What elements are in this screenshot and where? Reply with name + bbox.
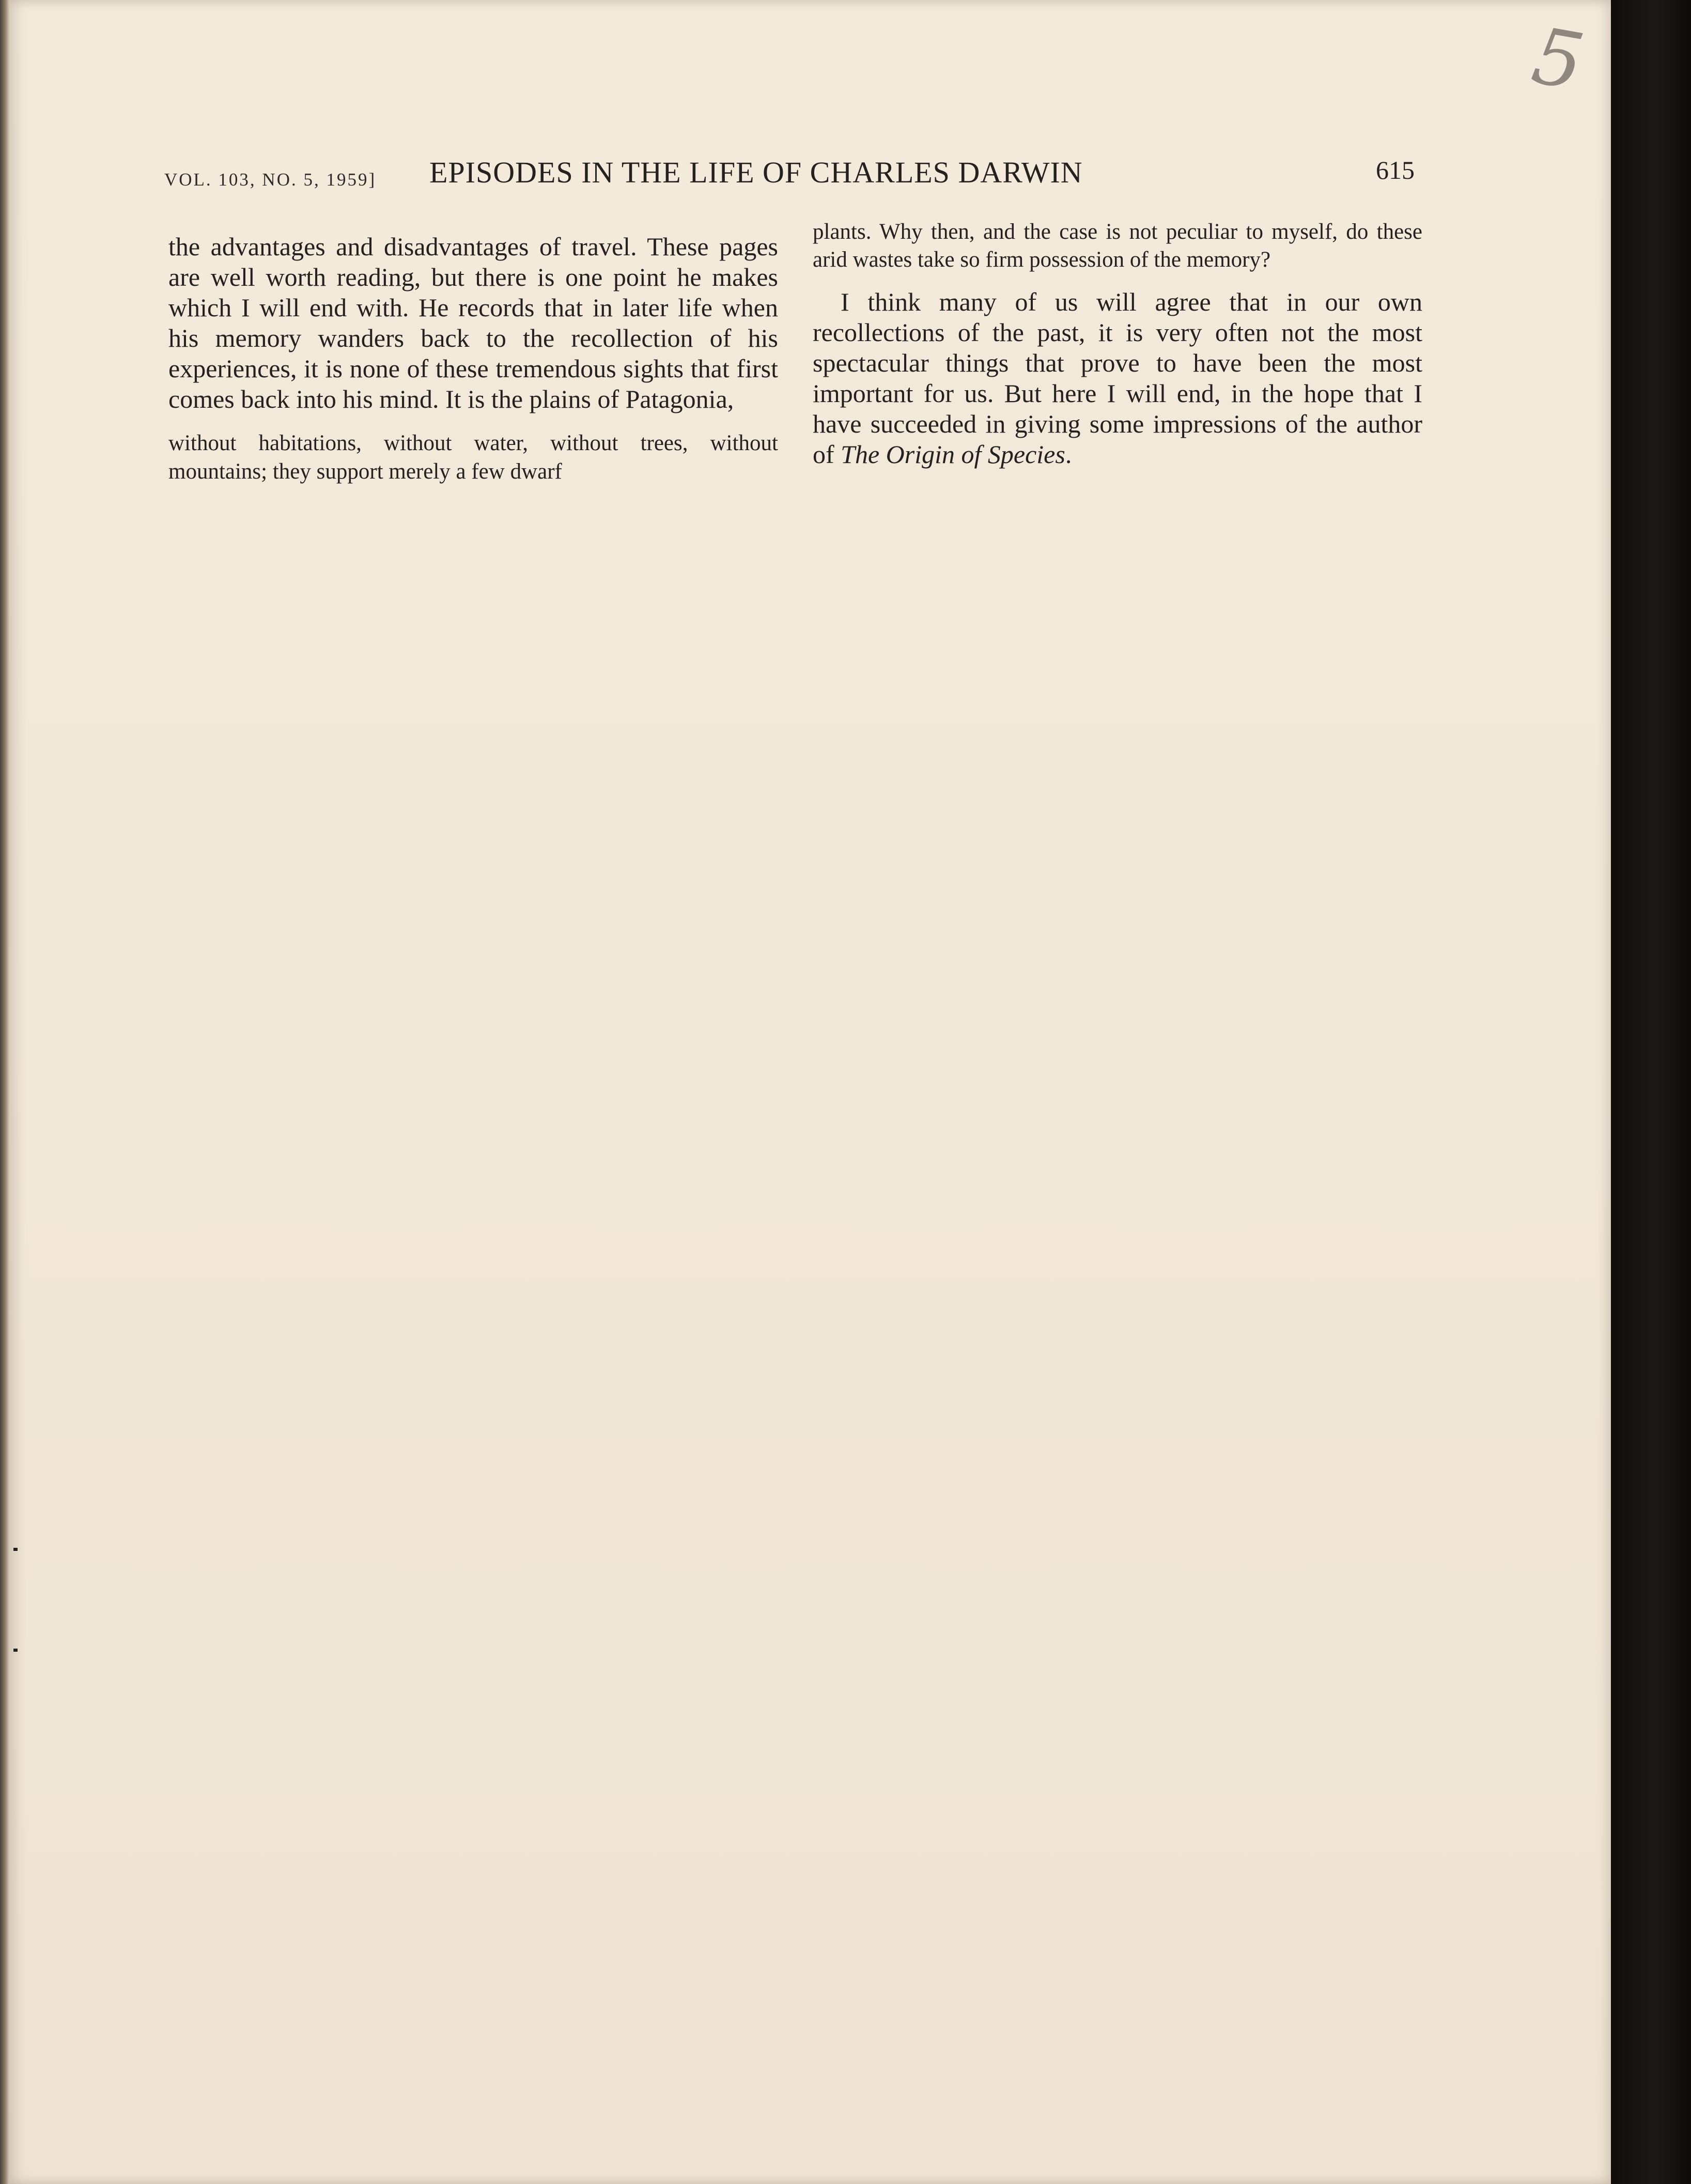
book-title: The Origin of Species (841, 440, 1065, 469)
paper-page (9, 0, 1612, 2184)
running-title: EPISODES IN THE LIFE OF CHARLES DARWIN (429, 156, 1083, 189)
left-text-column (168, 232, 778, 486)
closing-paragraph (813, 287, 1422, 470)
darwin-quote-continuation: plants. Why then, and the case is not peculiar to myself, do these arid wastes take so firm possession of the memory? (813, 220, 1422, 272)
binding-stitch-mark (13, 1548, 18, 1551)
page-number: 615 (1376, 156, 1415, 184)
dark-scan-border (1611, 0, 1691, 2184)
volume-reference: VOL. 103, NO. 5, 1959] (164, 170, 377, 190)
closing-punctuation: . (1065, 440, 1072, 469)
binding-spine (0, 0, 9, 2184)
darwin-quote-start: without habitations, without water, without trees, without mountains; they support merely a few dwarf (168, 431, 778, 484)
binding-stitch-mark (13, 1649, 18, 1652)
running-header (164, 155, 1425, 202)
right-text-column (813, 218, 1422, 470)
closing-paragraph-text: I think many of us will agree that in our own recollections of the past, it is very often not the most spectacular things that prove to have been the most important for us. But here I will end, in the hope that I have succeeded in giving some impressions of the author of (813, 287, 1422, 469)
handwritten-page-mark: 5 (1526, 11, 1590, 108)
left-paragraph: the advantages and disadvantages of travel. These pages are well worth reading, but there is one point he makes which I will end with. He records that in later life when his memory wanders back to the recollection of his experiences, it is none of these tremendous sights that first comes back into his mind. It is the plains of Patagonia, (168, 232, 778, 413)
